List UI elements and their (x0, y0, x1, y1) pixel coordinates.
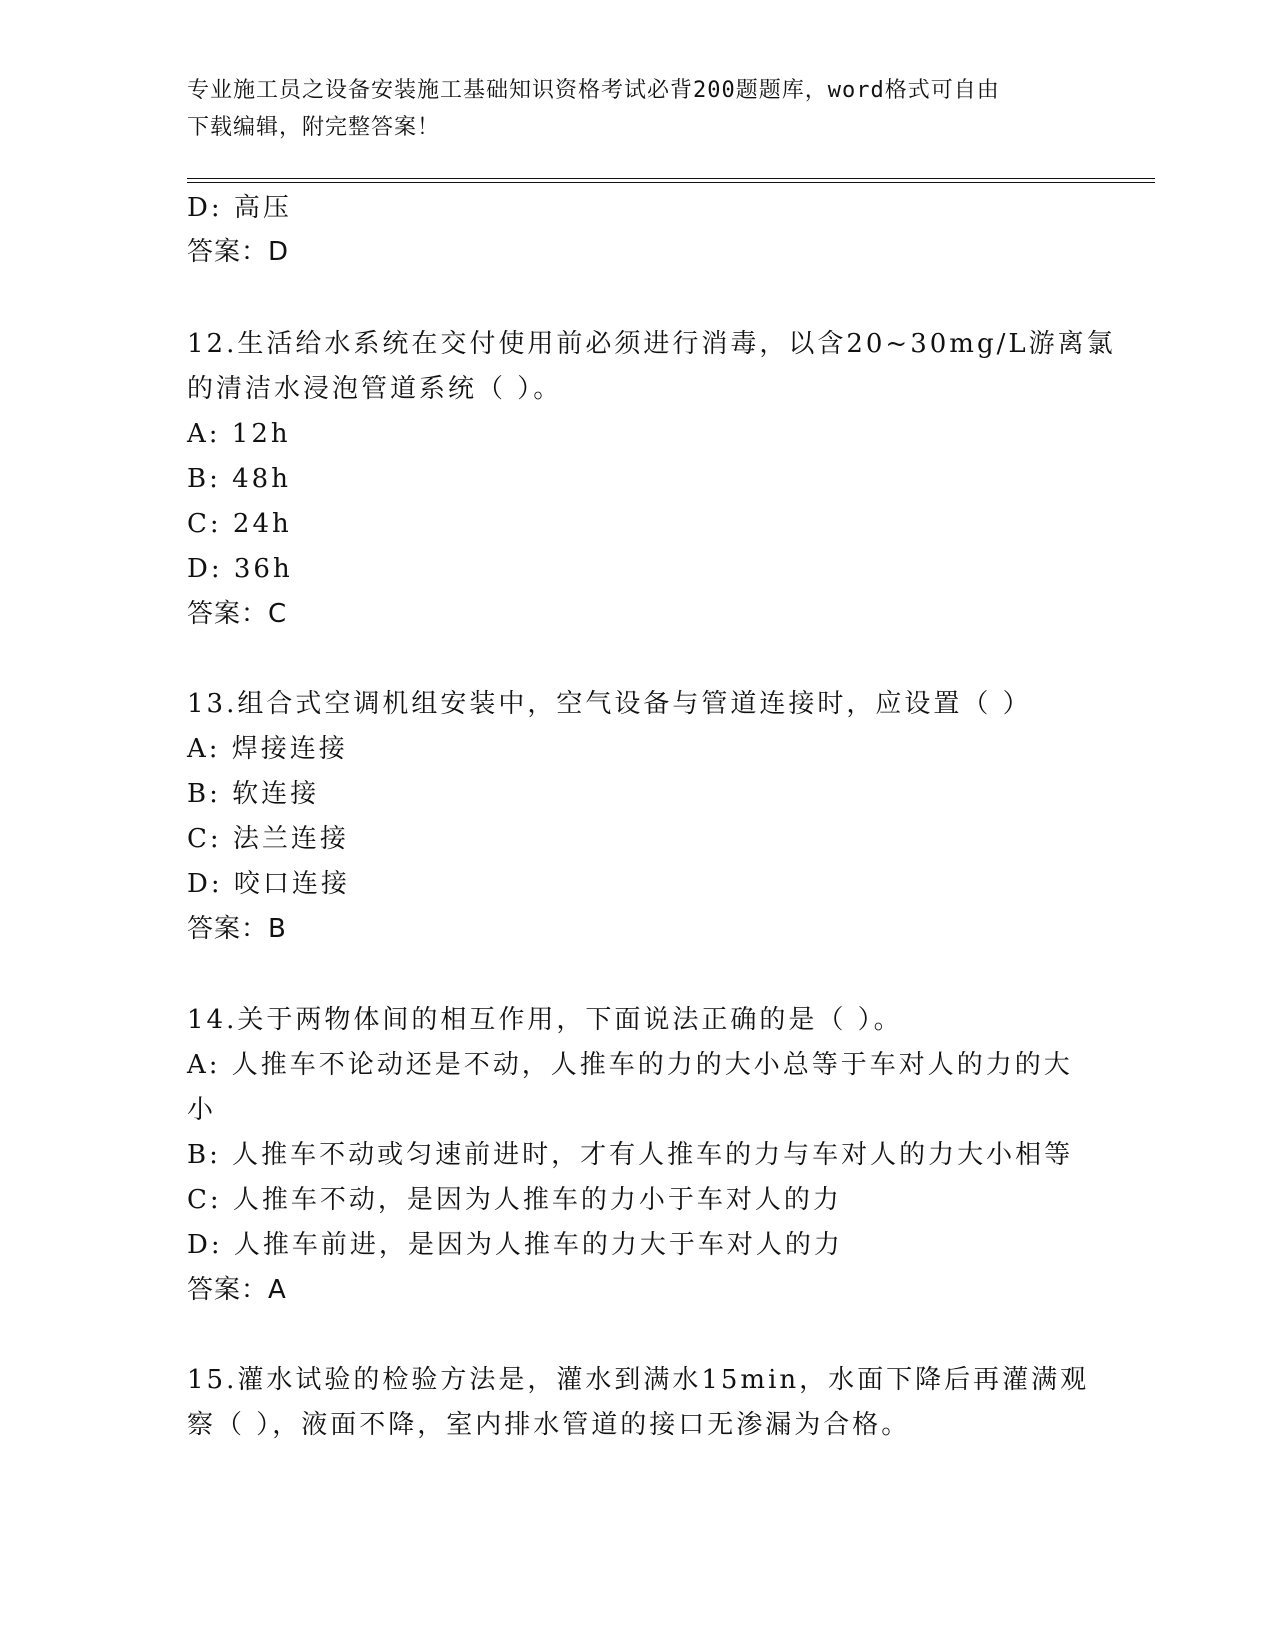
q11-answer: 答案：D (187, 237, 290, 267)
header-divider-top (187, 178, 1155, 179)
title-line-1: 专业施工员之设备安装施工基础知识资格考试必背200题题库，word格式可自由 (187, 78, 1000, 103)
q12-option-a: A: 12h (187, 419, 291, 449)
q12-option-b: B: 48h (187, 464, 291, 494)
q12-option-d: D: 36h (187, 554, 293, 584)
q12-stem-line-1: 12.生活给水系统在交付使用前必须进行消毒，以含20~30mg/L游离氯 (187, 329, 1116, 359)
q14-option-a-line-1: A: 人推车不论动还是不动，人推车的力的大小总等于车对人的力的大 (187, 1050, 1073, 1080)
q13-option-c: C: 法兰连接 (187, 824, 349, 854)
q12-answer: 答案：C (187, 599, 288, 629)
q12-stem-line-2: 的清洁水浸泡管道系统（ ）。 (187, 374, 563, 404)
q13-option-b: B: 软连接 (187, 779, 320, 809)
q12-option-c: C: 24h (187, 509, 292, 539)
document-title (187, 72, 1077, 146)
q14-option-c: C: 人推车不动，是因为人推车的力小于车对人的力 (187, 1185, 842, 1215)
q14-option-a-line-2: 小 (187, 1095, 217, 1125)
q13-option-a: A: 焊接连接 (187, 734, 348, 764)
q11-option-d: D: 高压 (187, 193, 292, 223)
q15-stem-line-2: 察（ ），液面不降，室内排水管道的接口无渗漏为合格。 (187, 1410, 911, 1440)
title-line-2: 下载编辑，附完整答案！ (187, 115, 441, 140)
q13-stem: 13.组合式空调机组安装中，空气设备与管道连接时，应设置（ ） (187, 689, 1032, 719)
q14-option-d: D: 人推车前进，是因为人推车的力大于车对人的力 (187, 1230, 843, 1260)
q14-answer: 答案：A (187, 1275, 287, 1305)
q14-option-b: B: 人推车不动或匀速前进时，才有人推车的力与车对人的力大小相等 (187, 1140, 1074, 1170)
header-divider-bottom (187, 182, 1155, 183)
q15-stem-line-1: 15.灌水试验的检验方法是，灌水到满水15min，水面下降后再灌满观 (187, 1365, 1090, 1395)
q13-answer: 答案：B (187, 914, 287, 944)
q14-stem: 14.关于两物体间的相互作用，下面说法正确的是（ ）。 (187, 1005, 903, 1035)
q13-option-d: D: 咬口连接 (187, 869, 350, 899)
